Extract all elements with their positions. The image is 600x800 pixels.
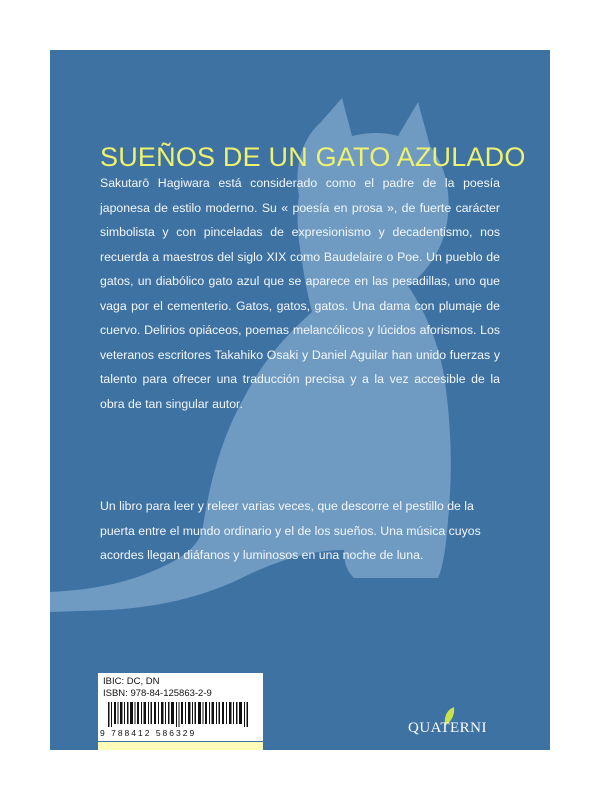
publisher-logo: QUATERNI: [408, 720, 487, 736]
synopsis-paragraph-2: Un libro para leer y releer varias veces, que descorre el pestillo de la puerta entre el mundo ordinario y el de los sueños. Una música cuyos acordes llegan diáfanos y luminosos en una noche de luna.: [100, 499, 481, 562]
barcode-digits: 9 788412 586329: [100, 728, 197, 738]
barcode-label: [98, 673, 263, 741]
synopsis-paragraph-1: Sakutarō Hagiwara está considerado como el padre de la poesía japonesa de estilo moderno. Su « poesía en prosa », de fuerte carácter simbolista y con pinceladas de expresionismo y decadentismo, nos recuerda a maestros del siglo XIX como Baudelaire o Poe. Un pueblo de gatos, un diabólico gato azul que se aparece en las pesadillas, uno que vaga por el cementerio. Gatos, gatos, gatos. Una dama con plumaje de cuervo. Delirios opiáceos, poemas melancólicos y lúcidos aforismos. Los veteranos escritores Takahiko Osaki y Daniel Aguilar han unido fuerzas y talento para ofrecer una traducción precisa y a la vez accesible de la obra de tan singular autor.: [100, 176, 500, 411]
ibic-code: IBIC: DC, DN: [103, 676, 160, 687]
book-back-cover: [50, 50, 550, 750]
book-title: SUEÑOS DE UN GATO AZULADO: [100, 142, 526, 172]
isbn-number: ISBN: 978-84-125863-2-9: [103, 688, 212, 699]
barcode-icon: [108, 702, 253, 727]
price-label-strip: [98, 742, 263, 750]
